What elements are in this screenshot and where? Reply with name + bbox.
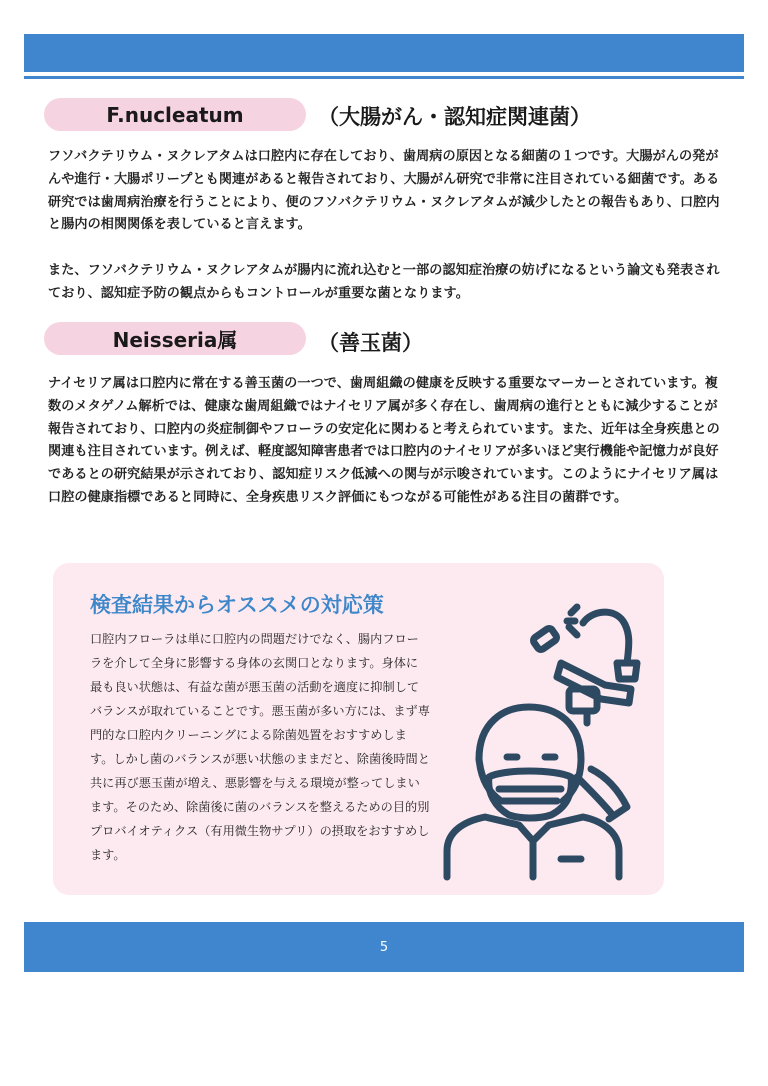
neisseria-paragraph: ナイセリア属は口腔内に常在する善玉菌の一つで、歯周組織の健康を反映する重要なマーカーとされています。複数のメタゲノム解析では、健康な歯周組織ではナイセリア属が多く存在し、歯周病の進行とともに減少することが報告されており、口腔内の炎症制御やフローラの安定化に関わると考えられています。また、近年は全身疾患との関連も注目されています。例えば、軽度認知障害患者では口腔内のナイセリアが多いほど実行機能や記憶力が良好であるとの研究結果が示されており、認知症リスク低減への関与が示唆されています。このようにナイセリア属は口腔の健康指標であると同時に、全身疾患リスク評価にもつながる可能性がある注目の菌群です。 bbox=[48, 376, 720, 505]
recommendation-box bbox=[53, 563, 664, 895]
section-title-neisseria: Neisseria属 bbox=[44, 322, 306, 355]
fnucleatum-paragraph-1: フソバクテリウム・ヌクレアタムは口腔内に存在しており、歯周病の原因となる細菌の１つです。大腸がんの発がんや進行・大腸ポリープとも関連があると報告されており、大腸がん研究で非常に注目されている細菌です。ある研究では歯周病治療を行うことにより、便のフソバクテリウム・ヌクレアタムが減少したとの報告もあり、口腔内と腸内の相関関係を表していると言えます。 bbox=[48, 149, 720, 233]
recommendation-title: 検査結果からオススメの対応策 bbox=[90, 593, 384, 617]
dental-hygienist-icon bbox=[441, 581, 651, 881]
recommendation-body: 口腔内フローラは単に口腔内の問題だけでなく、腸内フローラを介して全身に影響する身体の玄関口となります。身体に最も良い状態は、有益な菌が悪玉菌の活動を適度に抑制してバランスが取れていることです。悪玉菌が多い方には、まず専門的な口腔内クリーニングによる除菌処置をおすすめします。しかし菌のバランスが悪い状態のままだと、除菌後時間と共に再び悪玉菌が増え、悪影響を与える環境が整ってしまいます。そのため、除菌後に菌のバランスを整えるための目的別プロバイオティクス（有用微生物サプリ）の摂取をおすすめします。 bbox=[90, 632, 430, 862]
section-subtitle-fnucleatum: （大腸がん・認知症関連菌） bbox=[318, 105, 591, 129]
section-subtitle-neisseria: （善玉菌） bbox=[318, 331, 423, 355]
header-rule bbox=[24, 76, 744, 79]
footer-band bbox=[24, 922, 744, 972]
section-title-fnucleatum: F.nucleatum bbox=[44, 98, 306, 131]
fnucleatum-paragraph-2: また、フソバクテリウム・ヌクレアタムが腸内に流れ込むと一部の認知症治療の妨げになるという論文も発表されており、認知症予防の観点からもコントロールが重要な菌となります。 bbox=[48, 263, 720, 301]
page-number: 5 bbox=[379, 939, 389, 955]
header-band bbox=[24, 34, 744, 72]
